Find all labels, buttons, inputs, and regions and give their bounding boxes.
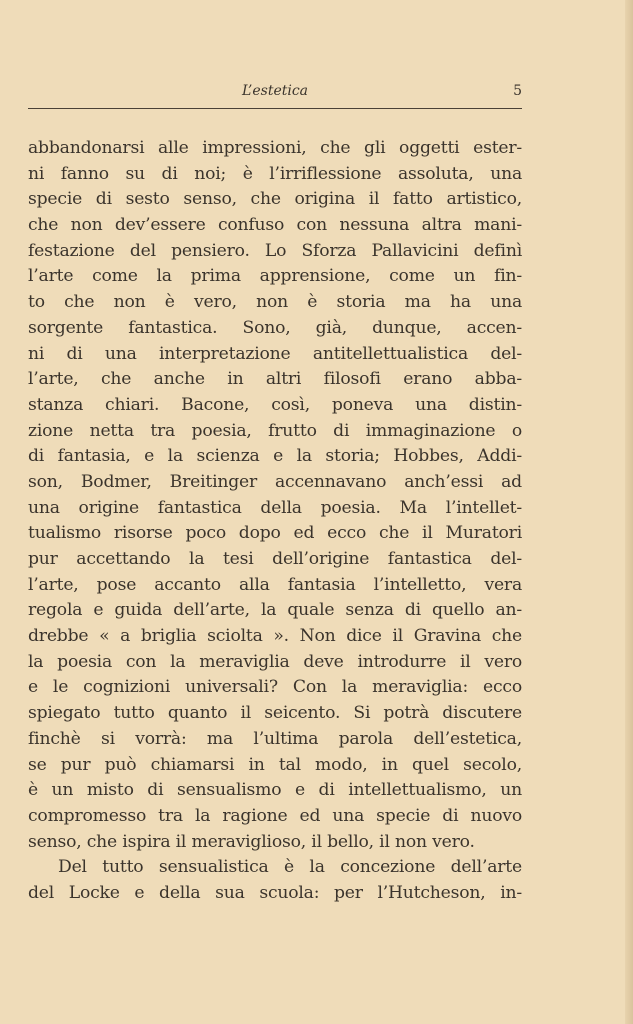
text-line: son, Bodmer, Breitinger accennavano anch’essi ad	[28, 471, 522, 492]
text-line: abbandonarsi alle impressioni, che gli oggetti ester-	[28, 138, 522, 158]
page-number: 5	[513, 83, 522, 99]
text-line: sorgente fantastica. Sono, già, dunque, accen-	[28, 317, 522, 338]
text-line: festazione del pensiero. Lo Sforza Pallavicini definì	[28, 240, 522, 261]
body-text	[28, 136, 522, 907]
text-line: zione netta tra poesia, frutto di immaginazione o	[28, 420, 522, 441]
text-line: Del tutto sensualistica è la concezione dell’arte	[58, 857, 522, 878]
text-line: compromesso tra la ragione ed una specie di nuovo	[28, 805, 522, 826]
text-line: la poesia con la meraviglia deve introdurre il vero	[28, 651, 522, 672]
text-line: l’arte, che anche in altri filosofi erano abba-	[28, 369, 522, 390]
text-line: to che non è vero, non è storia ma ha una	[28, 292, 522, 313]
page-edge	[625, 0, 633, 1024]
text-line: che non dev’essere confuso con nessuna altra mani-	[28, 215, 522, 236]
text-line: specie di sesto senso, che origina il fatto artistico,	[28, 189, 522, 210]
header-rule	[28, 108, 522, 109]
text-line: ni di una interpretazione antitellettualistica del-	[28, 343, 522, 364]
text-line: se pur può chiamarsi in tal modo, in quel secolo,	[28, 754, 522, 775]
text-line: è un misto di sensualismo e di intellettualismo, un	[28, 780, 522, 801]
text-line: e le cognizioni universali? Con la meraviglia: ecco	[28, 677, 522, 698]
text-line: spiegato tutto quanto il seicento. Si potrà discutere	[28, 703, 522, 724]
text-line: l’arte come la prima apprensione, come un fin-	[28, 266, 522, 287]
text-line: senso, che ispira il meraviglioso, il bello, il non vero.	[28, 831, 475, 852]
running-head-title: L’estetica	[241, 83, 309, 99]
text-line: una origine fantastica della poesia. Ma l’intellet-	[28, 497, 522, 518]
text-line: l’arte, pose accanto alla fantasia l’intelletto, vera	[28, 574, 522, 595]
text-line: drebbe « a briglia sciolta ». Non dice il Gravina che	[28, 626, 522, 647]
text-line: pur accettando la tesi dell’origine fantastica del-	[28, 549, 522, 569]
text-line: tualismo risorse poco dopo ed ecco che il Muratori	[28, 523, 522, 544]
text-line: stanza chiari. Bacone, così, poneva una distin-	[28, 394, 522, 415]
text-line: regola e guida dell’arte, la quale senza di quello an-	[28, 600, 522, 621]
running-head	[28, 83, 522, 103]
text-line: di fantasia, e la scienza e la storia; Hobbes, Addi-	[28, 446, 522, 467]
text-line: ni fanno su di noi; è l’irriflessione assoluta, una	[28, 163, 522, 184]
text-line: finchè si vorrà: ma l’ultima parola dell’estetica,	[28, 728, 522, 749]
text-line: del Locke e della sua scuola: per l’Hutcheson, in-	[28, 882, 522, 903]
